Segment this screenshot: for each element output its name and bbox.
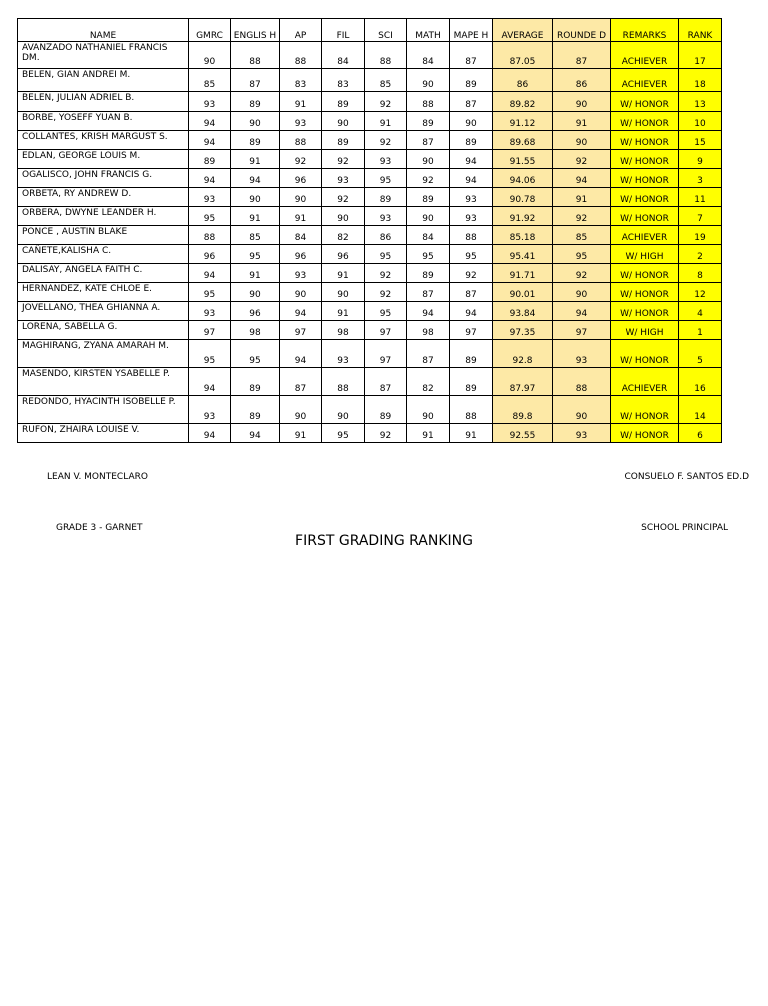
cell-math: 87 xyxy=(407,340,450,368)
cell-remarks: ACHIEVER xyxy=(611,42,679,69)
cell-english: 91 xyxy=(231,150,280,169)
cell-gmrc: 96 xyxy=(189,245,231,264)
cell-rounded: 93 xyxy=(553,340,611,368)
cell-mapeh: 89 xyxy=(450,69,493,92)
table-row xyxy=(18,424,722,443)
cell-gmrc: 85 xyxy=(189,69,231,92)
cell-gmrc: 93 xyxy=(189,302,231,321)
cell-sci: 89 xyxy=(365,396,407,424)
cell-rank: 16 xyxy=(679,368,722,396)
cell-fil: 90 xyxy=(322,396,365,424)
cell-ap: 84 xyxy=(280,226,322,245)
cell-average: 90.01 xyxy=(493,283,553,302)
cell-remarks: W/ HONOR xyxy=(611,424,679,443)
cell-english: 90 xyxy=(231,112,280,131)
cell-remarks: W/ HIGH xyxy=(611,321,679,340)
cell-rounded: 94 xyxy=(553,302,611,321)
cell-english: 95 xyxy=(231,340,280,368)
cell-sci: 95 xyxy=(365,169,407,188)
cell-gmrc: 93 xyxy=(189,188,231,207)
cell-rounded: 92 xyxy=(553,150,611,169)
cell-remarks: W/ HONOR xyxy=(611,131,679,150)
cell-name: BELEN, JULIAN ADRIEL B. xyxy=(18,92,189,112)
cell-name: EDLAN, GEORGE LOUIS M. xyxy=(18,150,189,169)
cell-gmrc: 94 xyxy=(189,368,231,396)
cell-math: 98 xyxy=(407,321,450,340)
cell-fil: 91 xyxy=(322,264,365,283)
cell-rank: 7 xyxy=(679,207,722,226)
cell-sci: 89 xyxy=(365,188,407,207)
cell-mapeh: 87 xyxy=(450,283,493,302)
document-title: FIRST GRADING RANKING xyxy=(295,533,473,549)
cell-remarks: W/ HONOR xyxy=(611,264,679,283)
header-english: ENGLIS H xyxy=(231,19,280,42)
cell-rounded: 90 xyxy=(553,92,611,112)
cell-remarks: ACHIEVER xyxy=(611,69,679,92)
cell-name: MAGHIRANG, ZYANA AMARAH M. xyxy=(18,340,189,368)
cell-fil: 96 xyxy=(322,245,365,264)
cell-fil: 95 xyxy=(322,424,365,443)
cell-fil: 98 xyxy=(322,321,365,340)
cell-math: 91 xyxy=(407,424,450,443)
cell-average: 93.84 xyxy=(493,302,553,321)
cell-english: 98 xyxy=(231,321,280,340)
cell-mapeh: 91 xyxy=(450,424,493,443)
cell-sci: 92 xyxy=(365,92,407,112)
cell-math: 90 xyxy=(407,396,450,424)
cell-remarks: W/ HONOR xyxy=(611,302,679,321)
cell-mapeh: 87 xyxy=(450,42,493,69)
cell-math: 84 xyxy=(407,42,450,69)
cell-ap: 90 xyxy=(280,188,322,207)
cell-name: PONCE , AUSTIN BLAKE xyxy=(18,226,189,245)
cell-ap: 97 xyxy=(280,321,322,340)
cell-math: 90 xyxy=(407,207,450,226)
cell-average: 87.05 xyxy=(493,42,553,69)
cell-remarks: W/ HONOR xyxy=(611,283,679,302)
cell-english: 87 xyxy=(231,69,280,92)
cell-english: 90 xyxy=(231,283,280,302)
header-math: MATH xyxy=(407,19,450,42)
cell-average: 90.78 xyxy=(493,188,553,207)
cell-sci: 95 xyxy=(365,245,407,264)
cell-gmrc: 94 xyxy=(189,112,231,131)
cell-math: 90 xyxy=(407,150,450,169)
cell-fil: 90 xyxy=(322,283,365,302)
table-row xyxy=(18,226,722,245)
cell-rounded: 92 xyxy=(553,207,611,226)
cell-name: REDONDO, HYACINTH ISOBELLE P. xyxy=(18,396,189,424)
cell-ap: 94 xyxy=(280,302,322,321)
cell-english: 85 xyxy=(231,226,280,245)
cell-gmrc: 94 xyxy=(189,169,231,188)
cell-average: 92.8 xyxy=(493,340,553,368)
cell-ap: 91 xyxy=(280,207,322,226)
cell-mapeh: 94 xyxy=(450,302,493,321)
cell-rounded: 94 xyxy=(553,169,611,188)
cell-name: RUFON, ZHAIRA LOUISE V. xyxy=(18,424,189,443)
cell-rounded: 91 xyxy=(553,112,611,131)
cell-name: DALISAY, ANGELA FAITH C. xyxy=(18,264,189,283)
ranking-table xyxy=(17,18,722,443)
cell-math: 89 xyxy=(407,264,450,283)
cell-mapeh: 88 xyxy=(450,396,493,424)
cell-average: 95.41 xyxy=(493,245,553,264)
cell-average: 91.12 xyxy=(493,112,553,131)
table-row xyxy=(18,131,722,150)
table-row xyxy=(18,42,722,69)
cell-rank: 13 xyxy=(679,92,722,112)
cell-average: 94.06 xyxy=(493,169,553,188)
cell-english: 94 xyxy=(231,424,280,443)
cell-gmrc: 94 xyxy=(189,131,231,150)
cell-remarks: W/ HONOR xyxy=(611,169,679,188)
table-row xyxy=(18,264,722,283)
header-mapeh: MAPE H xyxy=(450,19,493,42)
cell-name: HERNANDEZ, KATE CHLOE E. xyxy=(18,283,189,302)
header-sci: SCI xyxy=(365,19,407,42)
cell-name: CAÑETE,KALISHA C. xyxy=(18,245,189,264)
cell-mapeh: 89 xyxy=(450,340,493,368)
cell-average: 89.82 xyxy=(493,92,553,112)
cell-fil: 90 xyxy=(322,207,365,226)
cell-fil: 92 xyxy=(322,188,365,207)
cell-name: JOVELLANO, THEA GHIANNA A. xyxy=(18,302,189,321)
header-remarks: REMARKS xyxy=(611,19,679,42)
cell-name: ORBERA, DWYNE LEANDER H. xyxy=(18,207,189,226)
cell-sci: 88 xyxy=(365,42,407,69)
cell-fil: 88 xyxy=(322,368,365,396)
cell-average: 86 xyxy=(493,69,553,92)
cell-fil: 90 xyxy=(322,112,365,131)
cell-mapeh: 93 xyxy=(450,207,493,226)
cell-sci: 92 xyxy=(365,264,407,283)
cell-rounded: 93 xyxy=(553,424,611,443)
cell-rank: 11 xyxy=(679,188,722,207)
cell-rank: 4 xyxy=(679,302,722,321)
cell-rounded: 91 xyxy=(553,188,611,207)
cell-name: MASENDO, KIRSTEN YSABELLE P. xyxy=(18,368,189,396)
cell-rounded: 95 xyxy=(553,245,611,264)
cell-math: 87 xyxy=(407,283,450,302)
cell-rank: 5 xyxy=(679,340,722,368)
cell-english: 89 xyxy=(231,92,280,112)
cell-average: 91.55 xyxy=(493,150,553,169)
table-row xyxy=(18,340,722,368)
cell-remarks: W/ HONOR xyxy=(611,150,679,169)
header-rounded: ROUNDE D xyxy=(553,19,611,42)
cell-mapeh: 97 xyxy=(450,321,493,340)
principal-name: CONSUELO F. SANTOS ED.D xyxy=(624,472,749,482)
cell-fil: 84 xyxy=(322,42,365,69)
cell-average: 85.18 xyxy=(493,226,553,245)
table-row xyxy=(18,169,722,188)
table-row xyxy=(18,112,722,131)
cell-sci: 93 xyxy=(365,207,407,226)
cell-rounded: 92 xyxy=(553,264,611,283)
cell-rounded: 86 xyxy=(553,69,611,92)
cell-average: 91.92 xyxy=(493,207,553,226)
cell-english: 88 xyxy=(231,42,280,69)
cell-name: BELEN, GIAN ANDREI M. xyxy=(18,69,189,92)
cell-ap: 90 xyxy=(280,283,322,302)
cell-english: 96 xyxy=(231,302,280,321)
cell-english: 91 xyxy=(231,207,280,226)
cell-name: LORENA, SABELLA G. xyxy=(18,321,189,340)
cell-ap: 90 xyxy=(280,396,322,424)
cell-sci: 97 xyxy=(365,340,407,368)
table-row xyxy=(18,207,722,226)
cell-rank: 15 xyxy=(679,131,722,150)
cell-math: 84 xyxy=(407,226,450,245)
cell-remarks: W/ HONOR xyxy=(611,340,679,368)
cell-rank: 19 xyxy=(679,226,722,245)
header-fil: FIL xyxy=(322,19,365,42)
cell-english: 91 xyxy=(231,264,280,283)
cell-rounded: 97 xyxy=(553,321,611,340)
header-gmrc: GMRC xyxy=(189,19,231,42)
table-row xyxy=(18,150,722,169)
cell-sci: 95 xyxy=(365,302,407,321)
cell-average: 89.68 xyxy=(493,131,553,150)
cell-mapeh: 90 xyxy=(450,112,493,131)
cell-english: 94 xyxy=(231,169,280,188)
cell-gmrc: 94 xyxy=(189,424,231,443)
cell-rounded: 90 xyxy=(553,396,611,424)
cell-rank: 18 xyxy=(679,69,722,92)
cell-fil: 92 xyxy=(322,150,365,169)
cell-sci: 86 xyxy=(365,226,407,245)
teacher-name: LEAN V. MONTECLARO xyxy=(47,472,148,482)
cell-fil: 83 xyxy=(322,69,365,92)
cell-ap: 93 xyxy=(280,264,322,283)
cell-math: 89 xyxy=(407,188,450,207)
cell-rank: 9 xyxy=(679,150,722,169)
cell-ap: 88 xyxy=(280,131,322,150)
cell-english: 95 xyxy=(231,245,280,264)
cell-sci: 93 xyxy=(365,150,407,169)
cell-rounded: 90 xyxy=(553,131,611,150)
cell-fil: 93 xyxy=(322,340,365,368)
cell-gmrc: 95 xyxy=(189,207,231,226)
cell-mapeh: 95 xyxy=(450,245,493,264)
cell-fil: 91 xyxy=(322,302,365,321)
cell-rank: 2 xyxy=(679,245,722,264)
cell-math: 82 xyxy=(407,368,450,396)
cell-average: 91.71 xyxy=(493,264,553,283)
cell-math: 89 xyxy=(407,112,450,131)
cell-fil: 89 xyxy=(322,131,365,150)
cell-average: 89.8 xyxy=(493,396,553,424)
table-row xyxy=(18,245,722,264)
cell-english: 89 xyxy=(231,368,280,396)
cell-sci: 92 xyxy=(365,283,407,302)
cell-gmrc: 95 xyxy=(189,340,231,368)
cell-rank: 10 xyxy=(679,112,722,131)
cell-mapeh: 94 xyxy=(450,169,493,188)
cell-sci: 97 xyxy=(365,321,407,340)
cell-gmrc: 93 xyxy=(189,92,231,112)
cell-sci: 87 xyxy=(365,368,407,396)
cell-remarks: W/ HONOR xyxy=(611,92,679,112)
header-average: AVERAGE xyxy=(493,19,553,42)
table-row xyxy=(18,396,722,424)
table-row xyxy=(18,321,722,340)
cell-remarks: ACHIEVER xyxy=(611,226,679,245)
cell-math: 88 xyxy=(407,92,450,112)
table-row xyxy=(18,283,722,302)
cell-rank: 8 xyxy=(679,264,722,283)
cell-rank: 12 xyxy=(679,283,722,302)
principal-title: SCHOOL PRINCIPAL xyxy=(641,523,728,533)
table-row xyxy=(18,69,722,92)
cell-mapeh: 87 xyxy=(450,92,493,112)
cell-rank: 3 xyxy=(679,169,722,188)
cell-mapeh: 93 xyxy=(450,188,493,207)
cell-remarks: W/ HIGH xyxy=(611,245,679,264)
cell-gmrc: 90 xyxy=(189,42,231,69)
cell-fil: 82 xyxy=(322,226,365,245)
cell-ap: 91 xyxy=(280,424,322,443)
cell-gmrc: 88 xyxy=(189,226,231,245)
cell-sci: 92 xyxy=(365,131,407,150)
cell-name: OGALISCO, JOHN FRANCIS G. xyxy=(18,169,189,188)
cell-rank: 1 xyxy=(679,321,722,340)
teacher-class: GRADE 3 - GARNET xyxy=(56,523,143,533)
cell-remarks: W/ HONOR xyxy=(611,207,679,226)
cell-average: 92.55 xyxy=(493,424,553,443)
cell-english: 89 xyxy=(231,396,280,424)
cell-english: 90 xyxy=(231,188,280,207)
cell-math: 90 xyxy=(407,69,450,92)
cell-gmrc: 89 xyxy=(189,150,231,169)
cell-rounded: 88 xyxy=(553,368,611,396)
cell-remarks: W/ HONOR xyxy=(611,188,679,207)
cell-ap: 88 xyxy=(280,42,322,69)
cell-ap: 96 xyxy=(280,245,322,264)
table-row xyxy=(18,302,722,321)
cell-rank: 6 xyxy=(679,424,722,443)
cell-name: COLLANTES, KRISH MARGUST S. xyxy=(18,131,189,150)
cell-math: 94 xyxy=(407,302,450,321)
cell-name: ORBETA, RY ANDREW D. xyxy=(18,188,189,207)
cell-rank: 14 xyxy=(679,396,722,424)
cell-ap: 92 xyxy=(280,150,322,169)
cell-rounded: 90 xyxy=(553,283,611,302)
cell-fil: 93 xyxy=(322,169,365,188)
header-ap: AP xyxy=(280,19,322,42)
cell-rank: 17 xyxy=(679,42,722,69)
header-rank: RANK xyxy=(679,19,722,42)
cell-average: 97.35 xyxy=(493,321,553,340)
cell-sci: 91 xyxy=(365,112,407,131)
cell-math: 92 xyxy=(407,169,450,188)
cell-remarks: W/ HONOR xyxy=(611,396,679,424)
cell-fil: 89 xyxy=(322,92,365,112)
cell-mapeh: 94 xyxy=(450,150,493,169)
cell-sci: 92 xyxy=(365,424,407,443)
cell-math: 95 xyxy=(407,245,450,264)
header-name: NAME xyxy=(18,19,189,42)
header-row xyxy=(18,19,722,42)
cell-ap: 83 xyxy=(280,69,322,92)
table-body xyxy=(18,42,722,443)
cell-ap: 87 xyxy=(280,368,322,396)
cell-remarks: ACHIEVER xyxy=(611,368,679,396)
cell-mapeh: 89 xyxy=(450,368,493,396)
cell-rounded: 85 xyxy=(553,226,611,245)
table-row xyxy=(18,188,722,207)
cell-math: 87 xyxy=(407,131,450,150)
cell-name: AVANZADO NATHANIEL FRANCIS DM. xyxy=(18,42,189,69)
cell-name: BORBE, YOSEFF YUAN B. xyxy=(18,112,189,131)
cell-average: 87.97 xyxy=(493,368,553,396)
cell-mapeh: 92 xyxy=(450,264,493,283)
cell-mapeh: 89 xyxy=(450,131,493,150)
table-row xyxy=(18,92,722,112)
cell-mapeh: 88 xyxy=(450,226,493,245)
cell-rounded: 87 xyxy=(553,42,611,69)
cell-gmrc: 93 xyxy=(189,396,231,424)
cell-ap: 91 xyxy=(280,92,322,112)
cell-gmrc: 95 xyxy=(189,283,231,302)
table-row xyxy=(18,368,722,396)
cell-ap: 93 xyxy=(280,112,322,131)
cell-ap: 94 xyxy=(280,340,322,368)
cell-gmrc: 97 xyxy=(189,321,231,340)
cell-remarks: W/ HONOR xyxy=(611,112,679,131)
cell-ap: 96 xyxy=(280,169,322,188)
cell-gmrc: 94 xyxy=(189,264,231,283)
cell-english: 89 xyxy=(231,131,280,150)
cell-sci: 85 xyxy=(365,69,407,92)
